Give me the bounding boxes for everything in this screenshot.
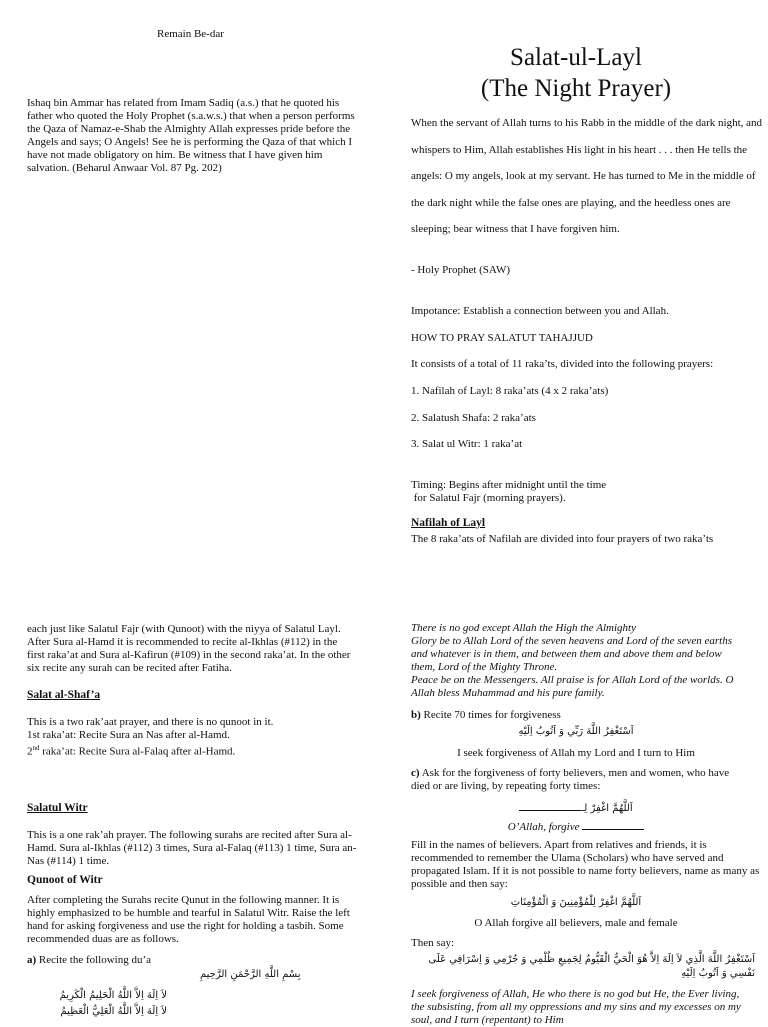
- shafa-line: This is a two rak’aat prayer, and there is no qunoot in it.: [27, 716, 274, 728]
- page-header: Remain Be-dar: [157, 28, 224, 40]
- list-item: 2. Salatush Shafa: 2 raka’ats: [411, 412, 536, 424]
- page-title: Salat-ul-Layl (The Night Prayer): [480, 44, 672, 102]
- list-item: 1. Nafilah of Layl: 8 raka’ats (4 x 2 raka’ats): [411, 385, 609, 397]
- istighfar-translation: I seek forgiveness of Allah my Lord and I turn to Him: [457, 747, 695, 759]
- witr-text: This is a one rak’ah prayer. The following surahs are recited after Sura al-Hamd. Sura al-Ikhlas (#112) 3 times, Sura al-Falaq (#113) 1 time, Sura an-Nas (#114) 1 time.: [27, 829, 357, 867]
- step-b: b) Recite 70 times for forgiveness: [411, 709, 561, 721]
- arabic-dua-line: لاَ اِلَهَ اِلاَّ اللَّهُ الْعَلِيُّ الْعَظِيمُ: [60, 1006, 167, 1017]
- arabic-bismillah: بِسْمِ اللَّهِ الرَّحْمَنِ الرَّحِيمِ: [200, 969, 301, 980]
- forgive-translation: O’Allah, forgive: [411, 820, 741, 834]
- arabic-dua-line: لاَ اِلَهَ اِلاَّ اللَّهُ الْحَلِيمُ الْكَرِيمُ: [59, 990, 167, 1001]
- section-heading: Salat al-Shaf’a: [27, 689, 101, 701]
- final-dua-translation: I seek forgiveness of Allah, He who there is no god but He, the Ever living, the subsisting, from all my oppressions and my sins and my excesses on my soul, and I turn (repentant) to Him: [411, 988, 741, 1026]
- importance-line: Impotance: Establish a connection between you and Allah.: [411, 305, 669, 317]
- believers-translation: O Allah forgive all believers, male and female: [474, 917, 678, 929]
- list-item: 3. Salat ul Witr: 1 raka’at: [411, 438, 523, 450]
- shafa-line: 2nd raka’at: Recite Sura al-Falaq after al-Hamd.: [27, 744, 236, 758]
- timing-line: for Salatul Fajr (morning prayers).: [411, 492, 566, 504]
- nafilah-text: The 8 raka’ats of Nafilah are divided into four prayers of two raka’ts: [411, 533, 714, 545]
- arabic-forgive-line: اَللَّهُمَّ اغْفِرْ لِـ: [411, 798, 741, 816]
- dua-translation: There is no god except Allah the High the Almighty Glory be to Allah Lord of the seven heavens and Lord of the seven earths and whatever is in them, and between them and above them and below them, Lord of the Mighty Throne. Peace be on the Messengers. All praise is for Allah Lord of the worlds. O Allah bless Muhammad and his pure family.: [411, 622, 734, 699]
- qunoot-text: After completing the Surahs recite Qunut in the following manner. It is highly emphasized to be humble and tearful in Salatul Witr. Raise the left hand for asking forgiveness and use the right for holding a tasbih. Some recommended duas are as follows.: [27, 894, 350, 945]
- step-a: a) Recite the following du’a: [27, 954, 152, 966]
- arabic-istighfar: اَسْتَغْفِرُ اللَّهَ رَبِّي وَ اَتُوبُ اِلَيْهِ: [518, 726, 634, 737]
- then-say: Then say:: [411, 937, 455, 949]
- hadith-paragraph: Ishaq bin Ammar has related from Imam Sadiq (a.s.) that he quoted his father who quoted the Holy Prophet (s.a.w.s.) that when a person performs the Qaza of Namaz-e-Shab the Almighty Allah expresses pride before the Angels and says; O Angels! See he is performing the Qaza of that which I have not made obligatory on him. Be witness that I have given him salvation. (Beharul Anwaar Vol. 87 Pg. 202): [27, 97, 355, 174]
- step-c: c) Ask for the forgiveness of forty believers, men and women, who have died or are living, by repeating forty times:: [411, 767, 730, 792]
- section-heading: Qunoot of Witr: [27, 874, 103, 886]
- how-to-heading: HOW TO PRAY SALATUT TAHAJJUD: [411, 332, 593, 344]
- section-heading: Salatul Witr: [27, 802, 88, 814]
- arabic-believers: اَللَّهُمَّ اغْفِرْ لِلْمُؤْمِنِينَ وَ الْمُؤْمِنَاتِ: [510, 897, 642, 908]
- shafa-line: 1st raka’at: Recite Sura an Nas after al-Hamd.: [27, 729, 230, 741]
- consists-line: It consists of a total of 11 raka’ts, divided into the following prayers:: [411, 358, 714, 370]
- prophet-hadith: When the servant of Allah turns to his Rabb in the middle of the dark night, and whispers to Him, Allah establishes His light in his heart . . . then He tells the angels: O my angels, look at my servant. He has turned to Me in the middle of the dark night while the false ones are playing, and the heedless ones are sleeping; bear witness that I have forgiven him.: [411, 117, 763, 235]
- nafilah-continued: each just like Salatul Fajr (with Qunoot) with the niyya of Salatul Layl. After Sura al-Hamd it is recommended to recite al-Ikhlas (#112) in the first raka’at and Sura al-Kafirun (#109) in the second raka’at. In the other six recite any surah can be recited after Fatiha.: [27, 623, 351, 674]
- section-heading: Nafilah of Layl: [411, 517, 486, 529]
- arabic-final-dua: اَسْتَغْفِرُ اللَّهَ الَّذِي لاَ اِلَهَ اِلاَّ هُوَ الْحَيُّ الْقَيُّومُ لِجَمِيعِ ظُلْمِي وَ جُرْمِي وَ اِسْرَافِي عَلَى نَفْسِي وَ اَتُوبُ اِلَيْهِ: [428, 954, 755, 979]
- hadith-attribution: - Holy Prophet (SAW): [411, 264, 511, 276]
- timing-line: Timing: Begins after midnight until the time: [411, 479, 607, 491]
- fill-names-text: Fill in the names of believers. Apart from relatives and friends, it is recommended to remember the Ulama (Scholars) who have served and propagated Islam. If it is not possible to name forty believers, name as many as possible and then say:: [411, 839, 760, 890]
